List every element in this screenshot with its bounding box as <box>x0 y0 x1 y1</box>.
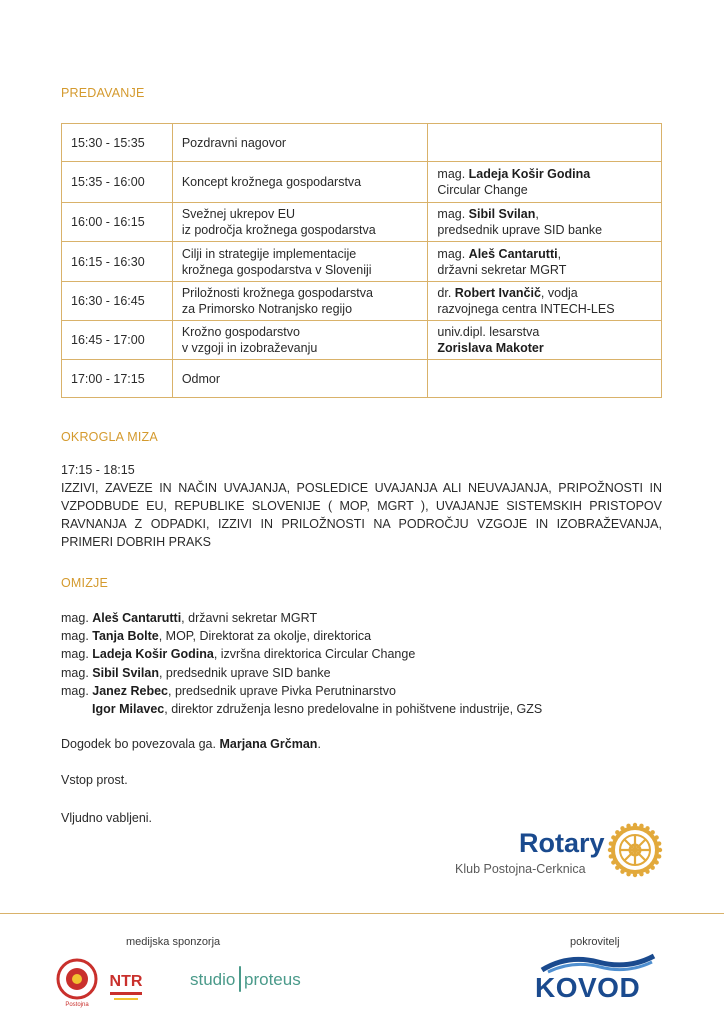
ntr-text: NTR <box>109 973 143 990</box>
schedule-time: 15:30 - 15:35 <box>62 124 173 162</box>
rotary-cog-tooth <box>654 860 658 864</box>
schedule-time: 17:00 - 17:15 <box>62 360 173 398</box>
speaker-line: dr. Robert Ivančič, vodja <box>437 286 578 300</box>
schedule-row <box>62 162 662 203</box>
rotary-wheel-icon <box>607 822 663 878</box>
kovod-logo <box>533 952 663 1002</box>
panel-member: mag. Aleš Cantarutti, državni sekretar MGRT <box>61 611 318 625</box>
rotary-cog-tooth <box>626 824 630 828</box>
panel-member-role: , MOP, Direktorat za okolje, direktorica <box>158 629 372 644</box>
section-heading-omizje: OMIZJE <box>61 576 109 590</box>
panel-member <box>61 700 542 718</box>
rotary-cog-tooth <box>639 872 643 876</box>
schedule-topic-line: Odmor <box>181 371 221 386</box>
schedule-topic-line: krožnega gospodarstva v Sloveniji <box>181 262 372 277</box>
schedule-time: 16:45 - 17:00 <box>62 321 173 360</box>
panel-member-name: Janez Rebec <box>92 683 168 698</box>
section-heading-predavanje: PREDAVANJE <box>61 86 145 100</box>
schedule-time: 16:15 - 16:30 <box>62 242 173 282</box>
schedule-time: 15:35 - 16:00 <box>62 162 173 203</box>
schedule-topic-line: Pozdravni nagovor <box>181 135 287 150</box>
rotary-cog-tooth <box>609 854 613 858</box>
rotary-cog-tooth <box>615 865 619 869</box>
schedule-row <box>62 360 662 398</box>
schedule-topic <box>172 203 428 242</box>
panel-member-name: Tanja Bolte <box>92 629 159 644</box>
speaker-name: Zorislava Makoter <box>437 341 544 355</box>
panel-member: mag. Ladeja Košir Godina, izvršna direktorica Circular Change <box>61 647 416 662</box>
rotary-cog-tooth <box>615 830 619 834</box>
schedule-speaker <box>428 242 662 282</box>
speaker-line: mag. Sibil Svilan, <box>437 207 539 221</box>
rotary-cog-tooth <box>658 848 662 852</box>
schedule-topic-line: v vzgoji in izobraževanju <box>181 341 318 355</box>
schedule-speaker <box>428 203 662 242</box>
schedule-topic-line: Koncept krožnega gospodarstva <box>181 175 362 189</box>
speaker-line <box>437 340 652 356</box>
panel-member: mag. Tanja Bolte, MOP, Direktorat za okolje, direktorica <box>61 629 372 644</box>
schedule-topic-line: Svežnej ukrepov EU <box>181 207 296 221</box>
footer-divider <box>0 913 724 914</box>
speaker-line: mag. Aleš Cantarutti, <box>437 246 562 261</box>
speaker-line: predsednik uprave SID banke <box>437 223 603 237</box>
schedule-speaker <box>428 321 662 360</box>
section-heading-okrogla-miza: OKROGLA MIZA <box>61 430 158 444</box>
patron-label: pokrovitelj <box>570 936 620 948</box>
speaker-line: Circular Change <box>437 183 528 197</box>
panel-list <box>61 609 542 718</box>
schedule-topic <box>172 124 428 162</box>
schedule-row <box>62 124 662 162</box>
panel-member: mag. Janez Rebec, predsednik uprave Pivka Perutninarstvo <box>61 683 396 698</box>
rotary-wordmark: Rotary <box>519 828 605 858</box>
moderator-suffix: . <box>317 737 321 751</box>
rotary-club-name: Klub Postojna-Cerknica <box>455 862 586 876</box>
kovod-text: KOVOD <box>535 972 641 1003</box>
ntr-logo <box>104 962 148 1008</box>
schedule-row <box>62 282 662 321</box>
media-sponsors-label: medijska sponzorja <box>126 936 221 948</box>
radio-postojna-logo <box>56 958 98 1008</box>
moderator-name: Marjana Grčman <box>219 737 318 751</box>
speaker-name: Aleš Cantarutti <box>468 246 558 261</box>
schedule-topic-line: Priložnosti krožnega gospodarstva <box>181 286 373 300</box>
speaker-line: razvojnega centra INTECH-LES <box>437 302 615 316</box>
schedule-topic <box>172 162 428 203</box>
speaker-line: državni sekretar MGRT <box>437 262 567 277</box>
schedule-topic <box>172 242 428 282</box>
schedule-row <box>62 321 662 360</box>
schedule-row <box>62 203 662 242</box>
panel-member-role: , direktor združenja lesno predelovalne in pohištvene industrije, GZS <box>164 702 543 717</box>
panel-member-role: , izvršna direktorica Circular Change <box>213 647 416 662</box>
panel-member-role: , predsednik uprave Pivka Perutninarstvo <box>168 683 396 698</box>
schedule-time: 16:30 - 16:45 <box>62 282 173 321</box>
schedule-topic <box>172 282 428 321</box>
rotary-cog-tooth <box>657 854 661 858</box>
studio-text: studio <box>190 970 236 989</box>
schedule-table <box>61 123 662 398</box>
studio-proteus-logo <box>190 966 300 994</box>
rotary-cog-tooth <box>608 848 612 852</box>
schedule-topic-line: Krožno gospodarstvo <box>181 325 300 339</box>
invite-text: Vljudno vabljeni. <box>61 811 153 825</box>
rotary-cog-tooth <box>633 873 637 877</box>
rotary-cog-tooth <box>657 841 661 845</box>
roundtable-text: IZZIVI, ZAVEZE IN NAČIN UVAJANJA, POSLEDICE UVAJANJA ALI NEUVAJANJA, PRIPOŽNOSTI IN VZPODBUDE EU, REPUBLIKE SLOVENIJE ( MOP, MGRT ), UVAJANJE SISTEMSKIH PRISTOPOV RAVNANJA Z ODPADKI, IZZIVI IN PRILOŽNOSTI NA PODROČJU VZGOJE IN IZOBRAŽEVANJA, PRIMERI DOBRIH PRAKS <box>61 481 662 549</box>
rotary-cog-tooth <box>650 865 654 869</box>
schedule-speaker <box>428 360 662 398</box>
rotary-cog-tooth <box>620 826 624 830</box>
rotary-cog-tooth <box>645 826 649 830</box>
kovod-wave-icon <box>538 952 658 974</box>
schedule-topic-line: za Primorsko Notranjsko regijo <box>181 302 353 316</box>
speaker-line: univ.dipl. lesarstva <box>437 325 540 339</box>
rotary-logo <box>455 822 665 884</box>
rotary-cog-tooth <box>611 860 615 864</box>
schedule-topic <box>172 360 428 398</box>
rotary-cog-tooth <box>626 872 630 876</box>
moderator-prefix: Dogodek bo povezovala ga. <box>61 737 216 751</box>
rotary-cog-tooth <box>645 869 649 873</box>
panel-member-name: Aleš Cantarutti <box>92 611 182 625</box>
schedule-topic-line: iz področja krožnega gospodarstva <box>181 223 376 237</box>
schedule-speaker <box>428 124 662 162</box>
panel-member-role: , državni sekretar MGRT <box>181 611 318 625</box>
rotary-cog-tooth <box>650 830 654 834</box>
schedule-speaker <box>428 162 662 203</box>
entry-text: Vstop prost. <box>61 773 128 787</box>
speaker-name: Robert Ivančič <box>454 286 541 300</box>
rotary-cog-tooth <box>620 869 624 873</box>
panel-member-name: Igor Milavec <box>92 702 165 717</box>
schedule-time: 16:00 - 16:15 <box>62 203 173 242</box>
studio-separator <box>239 966 241 992</box>
schedule-speaker <box>428 282 662 321</box>
rotary-cog-tooth <box>633 823 637 827</box>
rotary-cog-tooth <box>639 824 643 828</box>
rotary-cog-tooth <box>654 835 658 839</box>
panel-member-name: Ladeja Košir Godina <box>92 647 214 662</box>
rotary-cog-tooth <box>611 835 615 839</box>
rotary-cog-tooth <box>609 841 613 845</box>
speaker-line: mag. Ladeja Košir Godina <box>437 167 591 181</box>
roundtable-time: 17:15 - 18:15 <box>61 463 135 477</box>
radio-postojna-text: Postojna <box>65 1002 89 1008</box>
panel-member-role: , predsednik uprave SID banke <box>158 665 331 680</box>
schedule-topic-line: Cilji in strategije implementacije <box>181 246 357 261</box>
moderator-line <box>61 737 321 751</box>
speaker-name: Ladeja Košir Godina <box>468 167 591 181</box>
panel-member-name: Sibil Svilan <box>92 665 159 680</box>
speaker-name: Sibil Svilan <box>468 207 536 221</box>
proteus-text: proteus <box>244 970 301 989</box>
schedule-topic <box>172 321 428 360</box>
schedule-row <box>62 242 662 282</box>
panel-member: mag. Sibil Svilan, predsednik uprave SID banke <box>61 665 331 680</box>
